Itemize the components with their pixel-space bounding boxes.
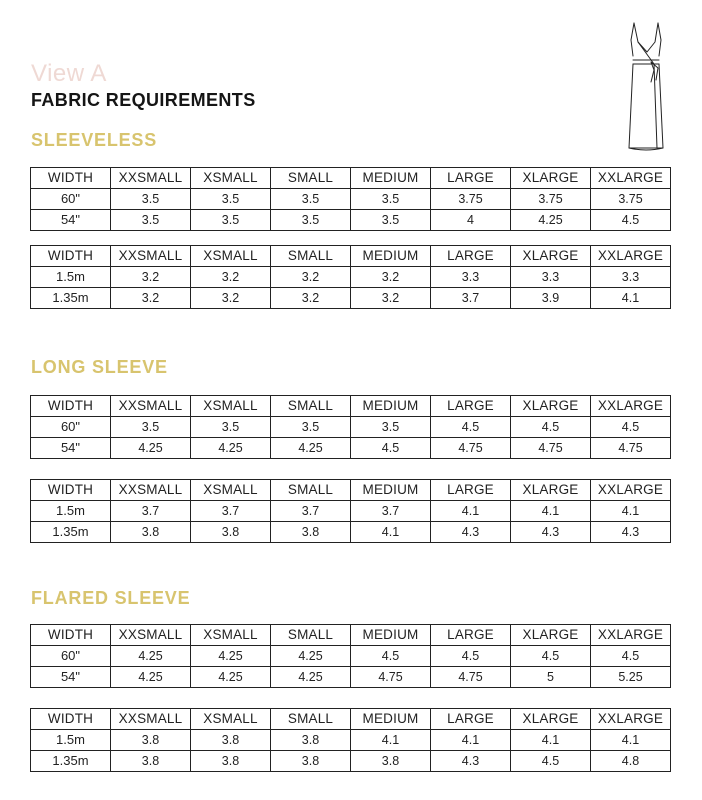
header-xsmall: XSMALL <box>191 709 271 730</box>
yardage-cell: 3.3 <box>591 267 671 288</box>
table-header-row <box>31 625 671 646</box>
yardage-cell: 4.75 <box>431 438 511 459</box>
header-xlarge: XLARGE <box>511 396 591 417</box>
table-row <box>31 646 671 667</box>
yardage-cell: 4.3 <box>591 522 671 543</box>
yardage-cell: 4.25 <box>271 438 351 459</box>
yardage-cell: 3.2 <box>191 288 271 309</box>
flared-sleeve-metric-table <box>30 708 671 772</box>
table-row <box>31 667 671 688</box>
header-large: LARGE <box>431 625 511 646</box>
header-xxlarge: XXLARGE <box>591 246 671 267</box>
header-width: WIDTH <box>31 480 111 501</box>
yardage-cell: 3.7 <box>271 501 351 522</box>
yardage-cell: 4.1 <box>431 730 511 751</box>
header-xxlarge: XXLARGE <box>591 480 671 501</box>
header-xlarge: XLARGE <box>511 246 591 267</box>
fabric-width: 1.35m <box>31 751 111 772</box>
fabric-width: 1.5m <box>31 730 111 751</box>
yardage-cell: 3.8 <box>351 751 431 772</box>
header-xxsmall: XXSMALL <box>111 246 191 267</box>
header-xsmall: XSMALL <box>191 480 271 501</box>
flared-sleeve-inches-table <box>30 624 671 688</box>
yardage-cell: 3.8 <box>191 730 271 751</box>
yardage-cell: 4.1 <box>351 730 431 751</box>
yardage-cell: 3.8 <box>271 522 351 543</box>
yardage-cell: 4.5 <box>351 646 431 667</box>
yardage-cell: 4.75 <box>591 438 671 459</box>
yardage-cell: 4.1 <box>591 730 671 751</box>
yardage-cell: 3.2 <box>351 288 431 309</box>
header-small: SMALL <box>271 625 351 646</box>
header-xxsmall: XXSMALL <box>111 480 191 501</box>
header-xsmall: XSMALL <box>191 396 271 417</box>
yardage-cell: 3.2 <box>271 267 351 288</box>
header-xsmall: XSMALL <box>191 625 271 646</box>
table-header-row <box>31 246 671 267</box>
header-xxlarge: XXLARGE <box>591 709 671 730</box>
yardage-cell: 3.7 <box>351 501 431 522</box>
table-header-row <box>31 168 671 189</box>
header-xxsmall: XXSMALL <box>111 709 191 730</box>
table-row <box>31 751 671 772</box>
yardage-cell: 3.5 <box>191 210 271 231</box>
yardage-cell: 3.7 <box>191 501 271 522</box>
yardage-cell: 4.25 <box>191 438 271 459</box>
yardage-cell: 4.5 <box>591 210 671 231</box>
yardage-cell: 3.8 <box>271 751 351 772</box>
yardage-cell: 4.25 <box>271 667 351 688</box>
header-xsmall: XSMALL <box>191 168 271 189</box>
header-xsmall: XSMALL <box>191 246 271 267</box>
header-width: WIDTH <box>31 168 111 189</box>
yardage-cell: 3.8 <box>111 522 191 543</box>
yardage-cell: 3.3 <box>431 267 511 288</box>
yardage-cell: 3.2 <box>351 267 431 288</box>
header-medium: MEDIUM <box>351 396 431 417</box>
header-xlarge: XLARGE <box>511 625 591 646</box>
table-row <box>31 288 671 309</box>
table-header-row <box>31 480 671 501</box>
sleeveless-metric-table <box>30 245 671 309</box>
yardage-cell: 3.8 <box>111 751 191 772</box>
fabric-width: 60" <box>31 189 111 210</box>
header-xxlarge: XXLARGE <box>591 168 671 189</box>
yardage-cell: 4.1 <box>351 522 431 543</box>
yardage-cell: 5.25 <box>591 667 671 688</box>
yardage-cell: 3.8 <box>111 730 191 751</box>
header-small: SMALL <box>271 246 351 267</box>
header-xlarge: XLARGE <box>511 709 591 730</box>
header-medium: MEDIUM <box>351 625 431 646</box>
table-row <box>31 417 671 438</box>
header-medium: MEDIUM <box>351 246 431 267</box>
yardage-cell: 4.25 <box>111 646 191 667</box>
yardage-cell: 3.5 <box>191 417 271 438</box>
yardage-cell: 4.75 <box>351 667 431 688</box>
header-large: LARGE <box>431 246 511 267</box>
fabric-width: 1.5m <box>31 501 111 522</box>
header-small: SMALL <box>271 480 351 501</box>
header-width: WIDTH <box>31 709 111 730</box>
table-row <box>31 501 671 522</box>
header-small: SMALL <box>271 709 351 730</box>
fabric-width: 60" <box>31 417 111 438</box>
table-header-row <box>31 396 671 417</box>
yardage-cell: 4.3 <box>511 522 591 543</box>
fabric-width: 1.5m <box>31 267 111 288</box>
yardage-cell: 3.75 <box>591 189 671 210</box>
table-row <box>31 210 671 231</box>
yardage-cell: 4.5 <box>431 646 511 667</box>
yardage-cell: 3.8 <box>191 522 271 543</box>
yardage-cell: 4.25 <box>271 646 351 667</box>
section-title-flared-sleeve: FLARED SLEEVE <box>31 588 191 608</box>
yardage-cell: 4.5 <box>591 417 671 438</box>
header-xxlarge: XXLARGE <box>591 396 671 417</box>
header-medium: MEDIUM <box>351 480 431 501</box>
yardage-cell: 3.5 <box>111 210 191 231</box>
view-title: View A <box>31 60 107 87</box>
header-medium: MEDIUM <box>351 168 431 189</box>
header-width: WIDTH <box>31 246 111 267</box>
page-title: FABRIC REQUIREMENTS <box>31 90 256 110</box>
yardage-cell: 4.5 <box>511 751 591 772</box>
yardage-cell: 3.8 <box>271 730 351 751</box>
yardage-cell: 4.5 <box>511 646 591 667</box>
sleeveless-inches-table <box>30 167 671 231</box>
yardage-cell: 4.25 <box>191 667 271 688</box>
yardage-cell: 4.25 <box>191 646 271 667</box>
fabric-width: 54" <box>31 438 111 459</box>
yardage-cell: 5 <box>511 667 591 688</box>
yardage-cell: 3.2 <box>271 288 351 309</box>
fabric-width: 1.35m <box>31 288 111 309</box>
long-sleeve-metric-table <box>30 479 671 543</box>
yardage-cell: 3.8 <box>191 751 271 772</box>
yardage-cell: 4 <box>431 210 511 231</box>
table-row <box>31 189 671 210</box>
yardage-cell: 3.75 <box>431 189 511 210</box>
yardage-cell: 3.2 <box>191 267 271 288</box>
yardage-cell: 4.1 <box>591 501 671 522</box>
header-xxlarge: XXLARGE <box>591 625 671 646</box>
yardage-cell: 4.25 <box>111 438 191 459</box>
yardage-cell: 3.9 <box>511 288 591 309</box>
yardage-cell: 3.5 <box>351 210 431 231</box>
header-large: LARGE <box>431 480 511 501</box>
yardage-cell: 3.5 <box>111 189 191 210</box>
dress-illustration-icon <box>614 20 676 155</box>
long-sleeve-inches-table <box>30 395 671 459</box>
yardage-cell: 3.5 <box>271 189 351 210</box>
yardage-cell: 3.5 <box>271 210 351 231</box>
header-xxsmall: XXSMALL <box>111 168 191 189</box>
header-small: SMALL <box>271 168 351 189</box>
header-xlarge: XLARGE <box>511 480 591 501</box>
yardage-cell: 3.2 <box>111 267 191 288</box>
yardage-cell: 4.3 <box>431 751 511 772</box>
yardage-cell: 4.75 <box>431 667 511 688</box>
header-xlarge: XLARGE <box>511 168 591 189</box>
yardage-cell: 3.5 <box>271 417 351 438</box>
yardage-cell: 4.3 <box>431 522 511 543</box>
header-large: LARGE <box>431 396 511 417</box>
yardage-cell: 3.5 <box>111 417 191 438</box>
section-title-long-sleeve: LONG SLEEVE <box>31 357 168 377</box>
header-width: WIDTH <box>31 396 111 417</box>
header-medium: MEDIUM <box>351 709 431 730</box>
fabric-width: 60" <box>31 646 111 667</box>
yardage-cell: 4.25 <box>511 210 591 231</box>
yardage-cell: 4.1 <box>591 288 671 309</box>
fabric-width: 1.35m <box>31 522 111 543</box>
yardage-cell: 4.25 <box>111 667 191 688</box>
yardage-cell: 3.2 <box>111 288 191 309</box>
yardage-cell: 4.1 <box>511 501 591 522</box>
header-large: LARGE <box>431 709 511 730</box>
yardage-cell: 4.8 <box>591 751 671 772</box>
table-row <box>31 438 671 459</box>
fabric-width: 54" <box>31 667 111 688</box>
table-header-row <box>31 709 671 730</box>
yardage-cell: 3.5 <box>351 189 431 210</box>
yardage-cell: 3.75 <box>511 189 591 210</box>
yardage-cell: 4.5 <box>431 417 511 438</box>
section-title-sleeveless: SLEEVELESS <box>31 130 158 150</box>
yardage-cell: 4.75 <box>511 438 591 459</box>
yardage-cell: 4.1 <box>431 501 511 522</box>
header-width: WIDTH <box>31 625 111 646</box>
header-xxsmall: XXSMALL <box>111 396 191 417</box>
yardage-cell: 3.7 <box>111 501 191 522</box>
yardage-cell: 3.5 <box>351 417 431 438</box>
header-xxsmall: XXSMALL <box>111 625 191 646</box>
yardage-cell: 3.3 <box>511 267 591 288</box>
yardage-cell: 4.1 <box>511 730 591 751</box>
table-row <box>31 522 671 543</box>
header-large: LARGE <box>431 168 511 189</box>
header-small: SMALL <box>271 396 351 417</box>
table-row <box>31 267 671 288</box>
table-row <box>31 730 671 751</box>
yardage-cell: 3.7 <box>431 288 511 309</box>
yardage-cell: 4.5 <box>511 417 591 438</box>
yardage-cell: 4.5 <box>591 646 671 667</box>
yardage-cell: 4.5 <box>351 438 431 459</box>
yardage-cell: 3.5 <box>191 189 271 210</box>
fabric-width: 54" <box>31 210 111 231</box>
